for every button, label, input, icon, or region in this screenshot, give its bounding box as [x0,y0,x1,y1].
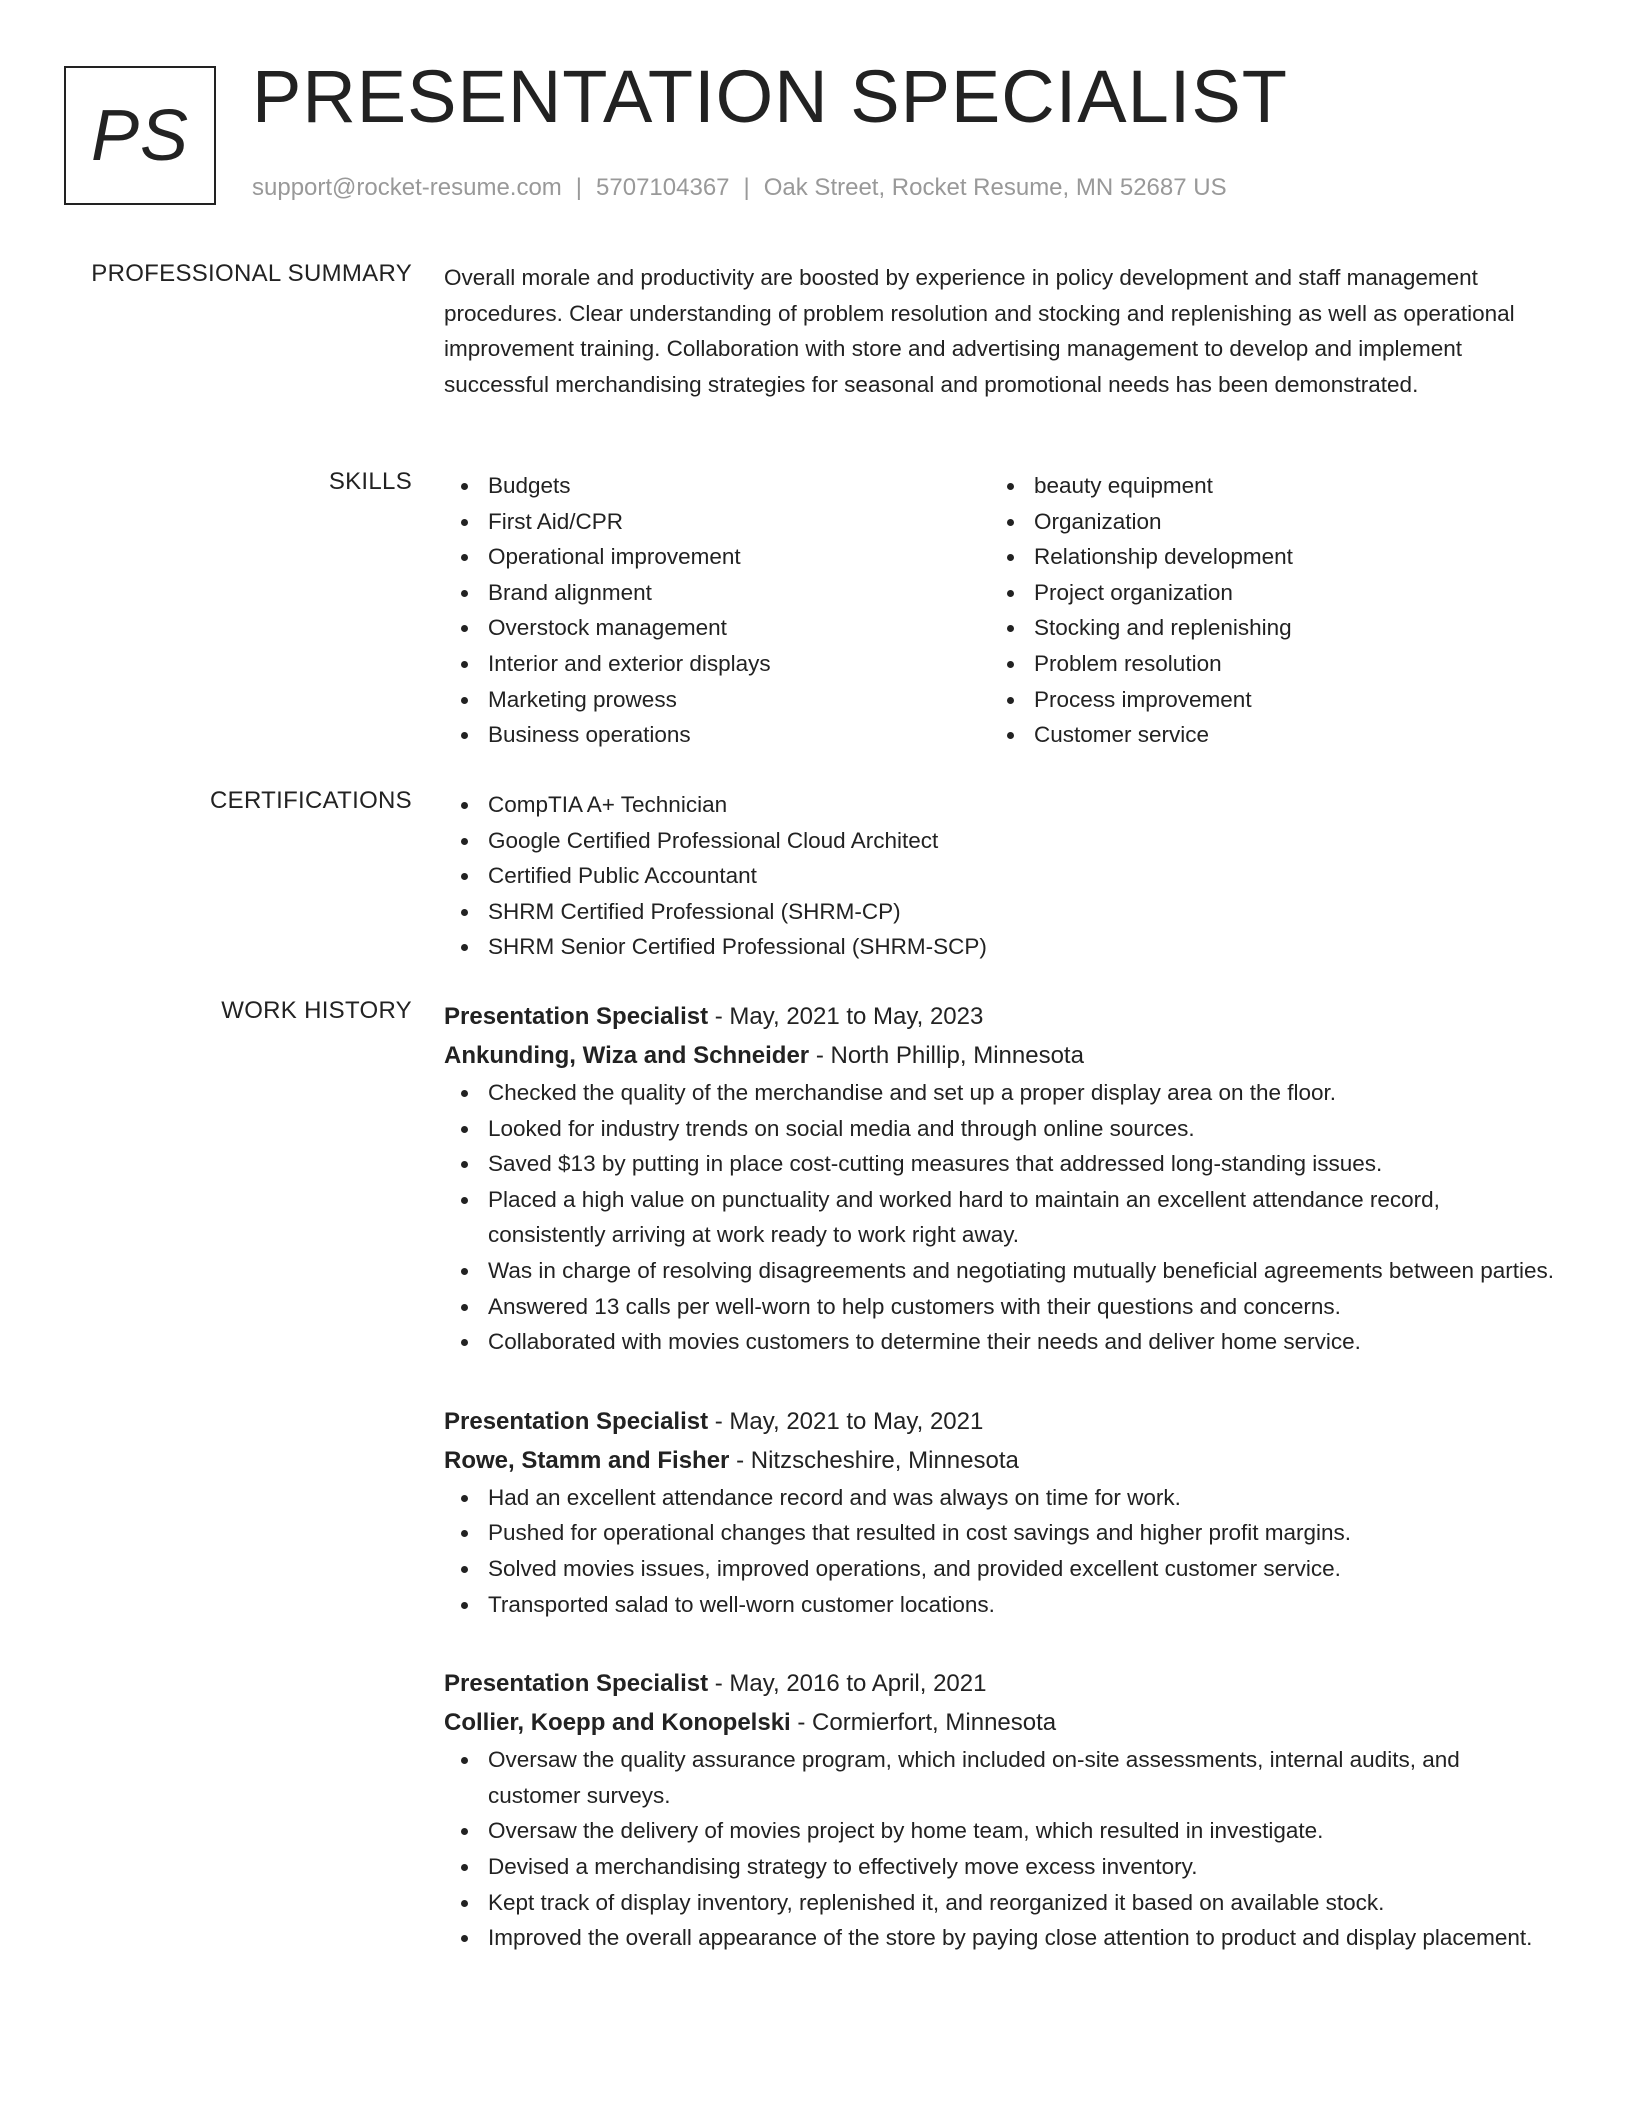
skills-grid [444,468,1556,753]
job-role: Presentation Specialist [444,1407,709,1435]
job-company-line [444,1703,1556,1742]
list-item: Organization [990,504,1536,540]
contact-phone[interactable]: 5707104367 [596,174,730,201]
list-item: Google Certified Professional Cloud Architect [444,823,1556,859]
job-role: Presentation Specialist [444,1003,709,1030]
list-item: beauty equipment [990,468,1536,504]
job-dates: - May, 2021 to May, 2023 [708,1003,984,1030]
list-item: Collaborated with movies customers to determine their needs and deliver home service. [444,1324,1556,1360]
list-item: Project organization [990,575,1536,611]
section-body [444,260,1556,402]
job-dates: - May, 2021 to May, 2021 [708,1407,984,1435]
contact-email[interactable]: support@rocket-resume.com [252,174,562,201]
list-item: Checked the quality of the merchandise and set up a proper display area on the floor. [444,1075,1556,1111]
contact-line [252,174,1227,202]
list-item: SHRM Senior Certified Professional (SHRM-SCP) [444,929,1556,965]
list-item: Overstock management [444,610,990,646]
job-title-line [444,997,1556,1036]
job-title-line [444,1402,1556,1441]
monogram-logo: PS [64,66,216,205]
list-item: Had an excellent attendance record and was always on time for work. [444,1480,1556,1516]
list-item: Customer service [990,717,1536,753]
job-bullets [444,1742,1556,1956]
job-location: - Cormierfort, Minnesota [790,1709,1057,1737]
job-company: Rowe, Stamm and Fisher [444,1446,730,1474]
contact-separator: | [575,174,583,201]
list-item: Placed a high value on punctuality and worked hard to maintain an excellent attendance record, consistently arriving at work ready to work right away. [444,1182,1556,1253]
job-dates: - May, 2016 to April, 2021 [708,1670,987,1698]
list-item: CompTIA A+ Technician [444,787,1556,823]
list-item: Devised a merchandising strategy to effectively move excess inventory. [444,1849,1556,1885]
list-item: Relationship development [990,539,1536,575]
section-title: SKILLS [328,468,412,495]
skills-column-left [444,468,990,753]
section-title: WORK HISTORY [221,997,412,1024]
list-item: Answered 13 calls per well-worn to help customers with their questions and concerns. [444,1289,1556,1325]
job-company: Ankunding, Wiza and Schneider [444,1042,810,1069]
section-title: CERTIFICATIONS [210,787,412,814]
section-title: PROFESSIONAL SUMMARY [91,260,412,287]
job-entry [444,997,1556,1360]
list-item: Saved $13 by putting in place cost-cutting measures that addressed long-standing issues. [444,1146,1556,1182]
list-item: Problem resolution [990,646,1536,682]
list-item: Process improvement [990,682,1536,718]
list-item: Kept track of display inventory, replenished it, and reorganized it based on available stock. [444,1885,1556,1921]
list-item: Improved the overall appearance of the store by paying close attention to product and display placement. [444,1920,1556,1956]
list-item: Transported salad to well-worn customer locations. [444,1587,1556,1623]
list-item: Brand alignment [444,575,990,611]
job-location: - Nitzscheshire, Minnesota [729,1446,1019,1474]
contact-address: Oak Street, Rocket Resume, MN 52687 US [763,174,1227,201]
certifications-list [444,787,1556,965]
list-item: Oversaw the delivery of movies project by home team, which resulted in investigate. [444,1813,1556,1849]
list-item: SHRM Certified Professional (SHRM-CP) [444,894,1556,930]
list-item: Looked for industry trends on social media and through online sources. [444,1111,1556,1147]
list-item: Operational improvement [444,539,990,575]
job-title-line [444,1664,1556,1703]
list-item: Interior and exterior displays [444,646,990,682]
list-item: Certified Public Accountant [444,858,1556,894]
skills-column-right [990,468,1536,753]
list-item: Stocking and replenishing [990,610,1536,646]
list-item: Budgets [444,468,990,504]
list-item: Was in charge of resolving disagreements and negotiating mutually beneficial agreements between parties. [444,1253,1556,1289]
job-company-line [444,1441,1556,1480]
work-history-body [444,997,1556,1956]
page-title: PRESENTATION SPECIALIST [252,55,1288,138]
job-location: - North Phillip, Minnesota [809,1042,1084,1069]
job-role: Presentation Specialist [444,1670,709,1698]
list-item: First Aid/CPR [444,504,990,540]
job-entry [444,1402,1556,1622]
list-item: Solved movies issues, improved operations, and provided excellent customer service. [444,1551,1556,1587]
section-body [444,787,1556,965]
summary-text: Overall morale and productivity are boosted by experience in policy development and staff management procedures. Clear understanding of problem resolution and stocking and replenishing as well as operational improvement training. Collaboration with store and advertising management to develop and implement successful merchandising strategies for seasonal and promotional needs has been demonstrated. [444,265,1515,397]
job-bullets [444,1480,1556,1622]
job-entry [444,1664,1556,1956]
job-bullets [444,1075,1556,1360]
job-company-line [444,1036,1556,1075]
list-item: Marketing prowess [444,682,990,718]
list-item: Business operations [444,717,990,753]
job-company: Collier, Koepp and Konopelski [444,1709,791,1737]
list-item: Pushed for operational changes that resulted in cost savings and higher profit margins. [444,1515,1556,1551]
list-item: Oversaw the quality assurance program, which included on-site assessments, internal audits, and customer surveys. [444,1742,1556,1813]
contact-separator: | [743,174,750,201]
